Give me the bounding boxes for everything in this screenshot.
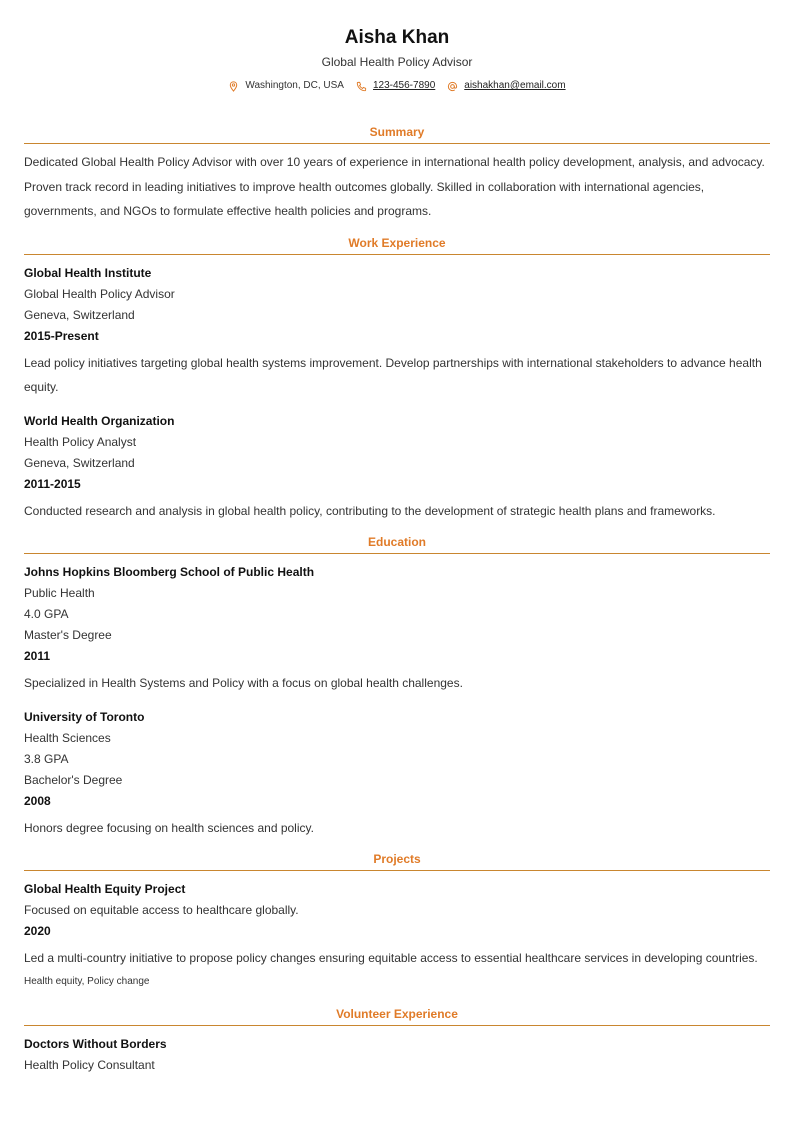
education-field: Health Sciences xyxy=(24,730,111,745)
work-description: Conducted research and analysis in global health policy, contributing to the development of strategic health plans and frameworks. xyxy=(24,503,716,518)
work-role: Global Health Policy Advisor xyxy=(24,286,175,301)
candidate-title: Global Health Policy Advisor xyxy=(321,55,473,69)
phone-link[interactable]: 123-456-7890 xyxy=(372,80,436,91)
resume-header xyxy=(24,0,770,93)
work-experience-section xyxy=(24,236,770,524)
education-description: Specialized in Health Systems and Policy with a focus on global health challenges. xyxy=(24,676,463,690)
work-organization: Global Health Institute xyxy=(24,265,152,280)
at-sign-icon xyxy=(447,81,458,92)
projects-section xyxy=(24,852,770,989)
project-entry xyxy=(24,879,770,989)
work-organization: World Health Organization xyxy=(24,413,175,428)
education-degree: Bachelor's Degree xyxy=(24,772,123,787)
location-text: Washington, DC, USA xyxy=(245,80,344,91)
project-name: Global Health Equity Project xyxy=(24,882,186,896)
contact-phone[interactable] xyxy=(356,79,435,93)
volunteer-entry xyxy=(24,1034,770,1076)
education-field: Public Health xyxy=(24,586,95,600)
volunteer-heading: Volunteer Experience xyxy=(24,1007,770,1026)
education-school: University of Toronto xyxy=(24,709,145,724)
project-year: 2020 xyxy=(24,924,51,938)
project-summary: Focused on equitable access to healthcare globally. xyxy=(24,903,299,917)
education-description: Honors degree focusing on health sciences and policy. xyxy=(24,820,314,835)
map-pin-icon xyxy=(228,81,239,92)
contact-location xyxy=(228,79,344,93)
contact-bar xyxy=(24,79,770,93)
summary-heading: Summary xyxy=(24,125,770,144)
work-experience-heading: Work Experience xyxy=(24,236,770,255)
phone-icon xyxy=(356,81,367,92)
work-description: Lead policy initiatives targeting global health systems improvement. Develop partnerships with international stakeholders to advance health equity. xyxy=(24,355,762,394)
education-school: Johns Hopkins Bloomberg School of Public Health xyxy=(24,565,315,579)
education-gpa: 4.0 GPA xyxy=(24,607,69,621)
candidate-name: Aisha Khan xyxy=(344,27,450,48)
education-entry xyxy=(24,707,770,841)
work-role: Health Policy Analyst xyxy=(24,434,137,449)
education-heading: Education xyxy=(24,535,770,554)
work-location: Geneva, Switzerland xyxy=(24,307,135,322)
education-year: 2008 xyxy=(24,793,51,808)
volunteer-section xyxy=(24,1007,770,1076)
contact-email[interactable] xyxy=(447,79,565,93)
project-description: Led a multi-country initiative to propose policy changes ensuring equitable access to essential healthcare services in developing countries. xyxy=(24,951,758,965)
work-dates: 2011-2015 xyxy=(24,476,81,491)
work-location: Geneva, Switzerland xyxy=(24,455,135,470)
volunteer-organization: Doctors Without Borders xyxy=(24,1036,167,1051)
work-entry xyxy=(24,263,770,400)
education-degree: Master's Degree xyxy=(24,628,112,642)
email-link[interactable]: aishakhan@email.com xyxy=(464,80,566,91)
education-entry xyxy=(24,562,770,696)
summary-text: Dedicated Global Health Policy Advisor with over 10 years of experience in international health policy development, analysis, and advocacy. Proven track record in leading initiatives to improve health outcomes globally. Skilled in collaboration with international agencies, governments, and NGOs to formulate effective health policies and programs. xyxy=(24,155,765,218)
work-entry xyxy=(24,411,770,524)
projects-heading: Projects xyxy=(24,852,770,871)
education-year: 2011 xyxy=(24,649,51,663)
education-section xyxy=(24,535,770,840)
education-gpa: 3.8 GPA xyxy=(24,751,69,766)
volunteer-role: Health Policy Consultant xyxy=(24,1057,155,1072)
work-dates: 2015-Present xyxy=(24,328,99,343)
project-tags: Health equity, Policy change xyxy=(24,975,150,987)
